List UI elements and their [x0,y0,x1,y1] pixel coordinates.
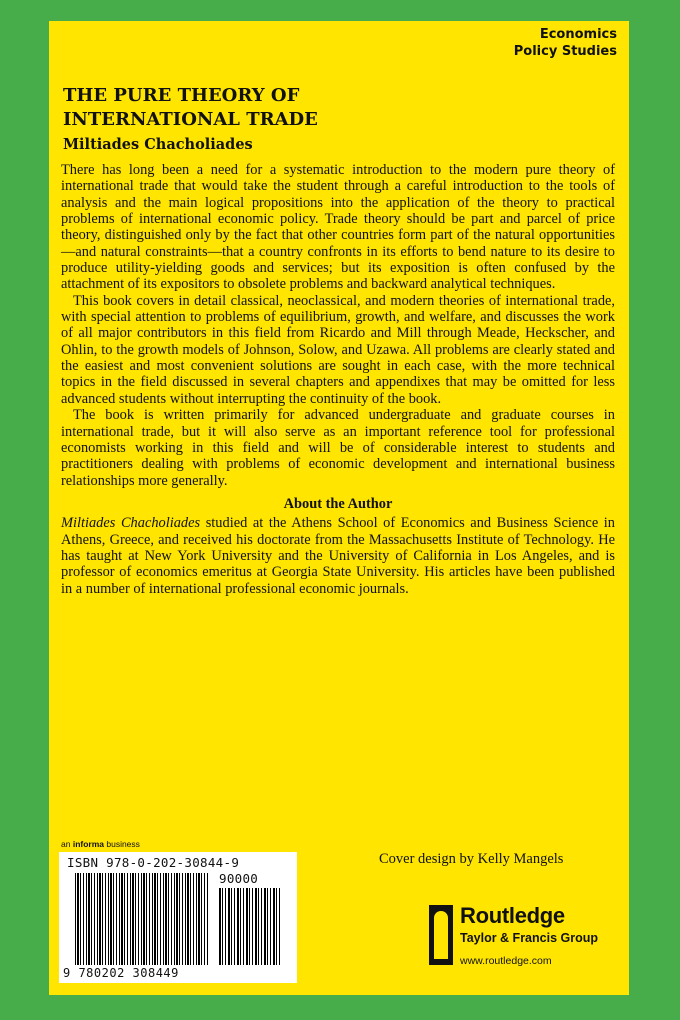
isbn-barcode [59,852,297,983]
informa-suffix: business [104,839,140,849]
blurb-paragraph-3: The book is written primarily for advanced undergraduate and graduate courses in international trade, but it will also serve as an important reference tool for professional economists working in this field and will be of considerable interest to students and practitioners dealing with problems of economic development and international business relationships more generally. [61,407,615,489]
publisher-name: Routledge [460,903,565,928]
author-name: Miltiades Chacholiades [63,136,253,153]
publisher-group: Taylor & Francis Group [460,931,598,945]
blurb [61,162,615,597]
series-line-1: Economics [539,27,617,42]
publisher-url: www.routledge.com [460,955,552,967]
informa-prefix: an [61,839,73,849]
isbn-text: ISBN 978-0-202-30844-9 [67,855,240,870]
informa-brand: informa [72,839,104,849]
routledge-logo-icon [429,905,453,965]
title-line-2: INTERNATIONAL TRADE [63,109,318,130]
blurb-paragraph-1: There has long been a need for a systematic introduction to the modern pure theory of international trade that would take the student through a careful introduction to the tools of analysis and the main logical propositions into the application of the theory to practical problems of international economic policy. Trade theory should be part and parcel of price theory, distinguished only by the fact that other countries form part of the natural opportunities—and natural constraints—that a country confronts in its efforts to bend nature to its desire to produce utility-yielding goods and services; but its exposition is often confused by the attachment of its expositors to obsolete problems and backward analytical techniques. [61,162,615,293]
barcode-addon-bars [219,888,281,965]
series-label [514,26,617,60]
ean-number: 9 780202 308449 [63,966,179,980]
price-code: 90000 [219,871,259,886]
informa-tagline [61,839,140,849]
about-author [61,515,615,597]
blurb-paragraph-2: This book covers in detail classical, neoclassical, and modern theories of international trade, with special attention to problems of equilibrium, growth, and welfare, and discusses the work of all major contributors in this field from Ricardo and Mill through Meade, Heckscher, and Ohlin, to the growth models of Johnson, Solow, and Uzawa. All problems are clearly stated and the easiest and most convenient solutions are sought in each case, with the more technical topics in the field discussed in several chapters and appendixes that may be omitted for less advanced students without interrupting the continuity of the book. [61,292,615,407]
about-author-heading: About the Author [283,495,393,512]
barcode-bars [75,873,209,965]
title-line-1: THE PURE THEORY OF [63,85,300,106]
back-cover-panel [49,21,629,995]
series-line-2: Policy Studies [513,44,617,59]
about-author-name: Miltiades Chacholiades [61,515,201,532]
cover-credit: Cover design by Kelly Mangels [379,851,564,867]
about-author-text: studied at the Athens School of Economics and Business Science in Athens, Greece, and received his doctorate from the Massachusetts Institute of Technology. He has taught at New York University and the University of California in Los Angeles, and is professor of economics emeritus at Georgia State University. His articles have been published in a number of international professional economic journals. [61,515,615,597]
book-title [63,84,583,132]
